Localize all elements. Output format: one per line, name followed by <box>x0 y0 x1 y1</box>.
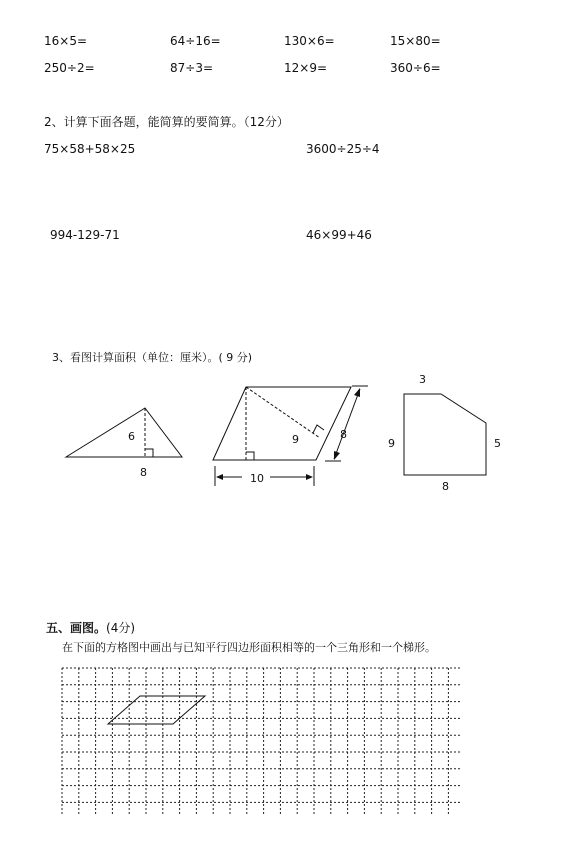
pentagon-top-label: 3 <box>419 373 426 386</box>
dotted-grid <box>62 668 462 816</box>
oral-item: 250÷2= <box>44 61 95 75</box>
q2-expression: 994-129-71 <box>50 228 120 242</box>
parallelogram-base-label: 10 <box>250 472 264 485</box>
oral-item: 64÷16= <box>170 34 221 48</box>
section5-score: (4分) <box>106 621 136 635</box>
parallelogram-height-label: 9 <box>292 433 299 446</box>
oral-item: 16×5= <box>44 34 88 48</box>
section5-title: 五、画图。 <box>46 621 107 635</box>
pentagon-right-label: 5 <box>494 437 501 450</box>
parallelogram-side-label: 8 <box>340 428 347 441</box>
given-parallelogram <box>108 696 205 724</box>
triangle-figure <box>66 408 182 479</box>
pentagon-left-label: 9 <box>388 437 395 450</box>
oral-item: 12×9= <box>284 61 328 75</box>
triangle-height-label: 6 <box>128 430 135 443</box>
triangle-base-label: 8 <box>140 466 147 479</box>
q2-expression: 3600÷25÷4 <box>306 142 380 156</box>
parallelogram-figure <box>213 386 368 486</box>
oral-item: 360÷6= <box>390 61 441 75</box>
q2-expression: 46×99+46 <box>306 228 372 242</box>
pentagon-figure <box>388 373 501 493</box>
q3-title: 3、看图计算面积（单位：厘米）。( 9 分) <box>52 351 253 364</box>
oral-item: 130×6= <box>284 34 335 48</box>
q2-title: 2、计算下面各题，能简算的要简算。（12分） <box>44 115 289 129</box>
pentagon-bottom-label: 8 <box>442 480 449 493</box>
section5-instruction: 在下面的方格图中画出与已知平行四边形面积相等的一个三角形和一个梯形。 <box>62 641 436 654</box>
q2-expression: 75×58+58×25 <box>44 142 136 156</box>
oral-item: 87÷3= <box>170 61 214 75</box>
oral-item: 15×80= <box>390 34 441 48</box>
